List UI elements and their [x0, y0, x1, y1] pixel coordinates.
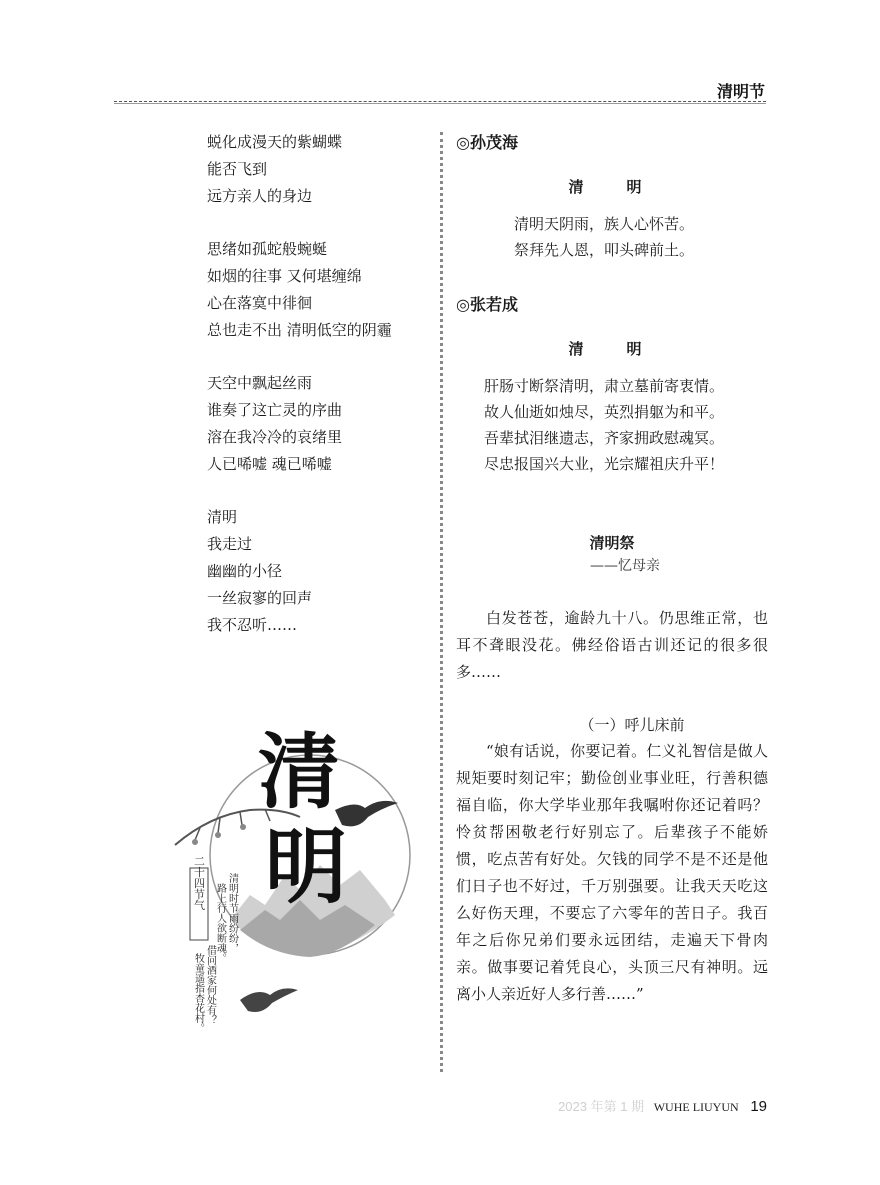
poem-line: 远方亲人的身边	[207, 187, 313, 205]
page-number: 19	[750, 1098, 767, 1115]
essay-intro: 白发苍苍，逾龄九十八。仍思维正常，也耳不聋眼没花。佛经俗语古训还记的很多很多……	[456, 609, 768, 681]
header-divider	[114, 101, 766, 102]
poem-stanza	[207, 129, 432, 210]
section-title: 清明节	[716, 82, 765, 101]
poem-line: 人已唏嘘 魂已唏嘘	[207, 455, 332, 473]
blossom	[215, 832, 221, 838]
poem-line: 思绪如孤蛇般蜿蜒	[207, 240, 328, 258]
poem-stanza	[207, 504, 432, 639]
issue-label: 2023 年第 1 期	[558, 1099, 645, 1114]
poem-line: 肝肠寸断祭清明，肃立墓前寄衷情。	[484, 377, 725, 395]
poem-line: 蜕化成漫天的紫蝴蝶	[207, 133, 343, 151]
poem-line: 我不忍听……	[207, 616, 298, 634]
page-footer	[558, 1096, 767, 1115]
poem-stanza	[207, 236, 432, 344]
poem-line: 清明	[207, 508, 238, 526]
poem-line: 祭拜先人恩，叩头碑前土。	[514, 241, 695, 259]
blossom	[240, 824, 246, 830]
poem-line: 故人仙逝如烛尽，英烈捐躯为和平。	[484, 403, 725, 421]
poem-line: 能否飞到	[207, 160, 268, 178]
poem-title: 清 明	[568, 178, 656, 196]
poem-line: 清明天阴雨，族人心怀苦。	[514, 215, 695, 233]
poem-title: 清 明	[568, 340, 656, 358]
right-column	[456, 129, 768, 1008]
calligraphy-line: 借问酒家何处有？	[204, 945, 216, 1025]
poem-line: 尽忠报国兴大业，光宗耀祖庆升平！	[484, 455, 725, 473]
poem-stanza	[207, 370, 432, 478]
magazine-name: WUHE LIUYUN	[653, 1100, 739, 1114]
seal-text: 二十四节气	[192, 855, 206, 911]
poem-line: 心在落寞中徘徊	[207, 294, 313, 312]
big-char: 明	[265, 819, 348, 915]
poem-body	[456, 211, 768, 263]
poem-line: 溶在我冷冷的哀绪里	[207, 428, 343, 446]
calligraphy-line: 清明时节雨纷纷，	[226, 873, 238, 953]
essay-subtitle: ——忆母亲	[590, 558, 660, 574]
poem-body	[456, 373, 768, 477]
poem-line: 谁奏了这亡灵的序曲	[207, 401, 343, 419]
calligraphy-line: 牧童遥指杏花村。	[192, 953, 204, 1033]
swallow	[240, 988, 298, 1012]
poem-line: 如烟的往事 又何堪缠绵	[207, 267, 362, 285]
poem-line: 一丝寂寥的回声	[207, 589, 313, 607]
author-name: ◎张若成	[456, 295, 518, 314]
author-name: ◎孙茂海	[456, 133, 518, 152]
qingming-illustration	[170, 705, 425, 1035]
essay-title: 清明祭	[589, 534, 635, 552]
poem-line: 幽幽的小径	[207, 562, 283, 580]
big-char: 清	[258, 724, 341, 820]
calligraphy-line: 路上行人欲断魂。	[214, 883, 226, 963]
section-heading: （一）呼儿床前	[579, 716, 685, 734]
header-divider-solid	[114, 103, 766, 104]
poem-line: 天空中飘起丝雨	[207, 374, 313, 392]
poem-line: 吾辈拭泪继遗志，齐家拥政慰魂冥。	[484, 429, 725, 447]
poem-line: 总也走不出 清明低空的阴霾	[207, 321, 392, 339]
blossom	[192, 839, 198, 845]
poem-line: 我走过	[207, 535, 253, 553]
column-divider	[440, 132, 443, 1072]
essay-paragraph: “娘有话说，你要记着。仁义礼智信是做人规矩要时刻记牢；勤俭创业事业旺，行善积德福自临，你大学毕业那年我嘱咐你还记着吗？怜贫帮困敬老行好别忘了。后辈孩子不能娇惯，吃点苦有好处。欠钱的同学不是不还是他们日子也不好过，千万别强要。让我天天吃这么好伤天理，不要忘了六零年的苦日子。我百年之后你兄弟们要永远团结，走遍天下骨肉亲。做事要记着凭良心，头顶三尺有神明。远离小人亲近好人多行善……”	[456, 742, 768, 1003]
left-poem	[207, 129, 432, 665]
